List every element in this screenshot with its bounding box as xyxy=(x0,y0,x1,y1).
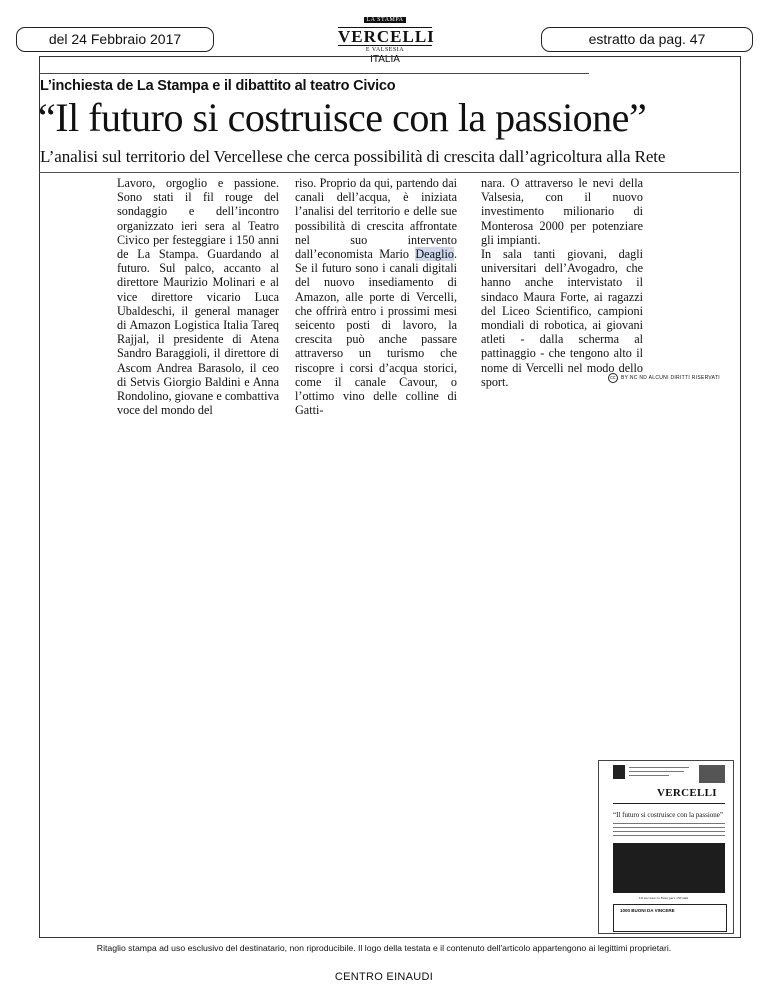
masthead-small: LA STAMPA xyxy=(364,17,407,23)
column-2-text-after: . Se il futuro sono i canali digitali del nuovo insediamento di Amazon, alle porte di Vercelli, che offrirà entro i prossimi mesi seicento posti di lavoro, la crescita può anche passare attraverso un turismo che riscopre i corsi d’acqua storici, come il canale Cavour, o l’ottimo vino delle colline di Gatti- xyxy=(295,247,458,418)
thumbnail-line xyxy=(613,827,725,828)
kicker-rule xyxy=(39,73,589,74)
publication-date: del 24 Febbraio 2017 xyxy=(48,31,182,47)
article-column-2 xyxy=(295,176,457,417)
thumbnail-line xyxy=(613,835,725,836)
thumbnail-line xyxy=(629,767,689,768)
thumbnail-line xyxy=(629,775,669,776)
footer-label: CENTRO EINAUDI xyxy=(334,971,434,983)
page-thumbnail xyxy=(598,760,734,934)
column-3-paragraph-1: nara. O attraverso le nevi della Valsesia, con il nuovo investimento milionario di Monterosa 2000 per potenziare gli impianti. xyxy=(481,176,643,247)
thumbnail-line xyxy=(613,823,725,824)
license-note xyxy=(608,373,720,383)
thumbnail-ad xyxy=(613,904,727,932)
column-3-paragraph-2: In sala tanti giovani, dagli universitari dell’Avogadro, che hanno anche intervistato il sindaco Maura Forte, ai ragazzi del Liceo Scientifico, campioni mondiali di robotica, ai giovani atleti - dalla scherma al pattinaggio - che tengono alto il nome di Vercelli nel modo dello sport. xyxy=(481,247,643,389)
extract-box xyxy=(541,27,753,52)
thumbnail-ad-text: 1000 BUONI DA VINCERE xyxy=(620,908,675,913)
thumbnail-caption: Un successo la Festa per i 150 anni xyxy=(639,896,689,900)
article-column-1 xyxy=(117,176,279,417)
license-text: BY NC ND ALCUNI DIRITTI RISERVATI xyxy=(621,375,720,381)
thumbnail-headline: “Il futuro si costruisce con la passione” xyxy=(613,811,724,819)
thumbnail-title: VERCELLI xyxy=(657,787,717,799)
article-subheadline: L’analisi sul territorio del Vercellese che cerca possibilità di crescita dall’agricoltura alla Rete xyxy=(40,147,666,166)
date-box xyxy=(16,27,214,52)
column-2-paragraph xyxy=(295,176,457,417)
thumbnail-photo xyxy=(613,843,725,893)
creative-commons-icon: cc xyxy=(608,373,618,383)
thumbnail-line xyxy=(629,771,684,772)
thumbnail-line xyxy=(613,831,725,832)
article-headline: “Il futuro si costruisce con la passione” xyxy=(38,95,647,140)
extract-page: estratto da pag. 47 xyxy=(588,31,706,47)
article-column-3 xyxy=(481,176,643,389)
thumbnail-logo-block xyxy=(613,765,625,779)
article-kicker: L’inchiesta de La Stampa e il dibattito al teatro Civico xyxy=(40,78,396,94)
column-2-text-before: riso. Proprio da qui, partendo dai canali dell’acqua, è iniziata l’analisi del territorio e delle sue possibilità di crescita affrontate nel suo intervento dall’economista Mario xyxy=(295,176,457,262)
disclaimer: Ritaglio stampa ad uso esclusivo del destinatario, non riproducibile. Il logo della testata e il contenuto dell'articolo appartengono ai legittimi proprietari. xyxy=(96,943,672,953)
thumbnail-photo-small xyxy=(699,765,725,783)
subheadline-rule xyxy=(39,172,739,173)
masthead-title: VERCELLI xyxy=(338,27,435,46)
column-1-text: Lavoro, orgoglio e passione. Sono stati il fil rouge del sondaggio e dell’incontro organizzato ieri sera al Teatro Civico per festeggiare i 150 anni de La Stampa. Guardando al futuro. Sul palco, accanto al direttore Maurizio Molinari e al vice direttore vicario Luca Ubaldeschi, il general manager di Amazon Logistica Italia Tareq Rajjal, il presidente di Atena Sandro Baraggioli, il direttore di Ascom Andrea Barasolo, il ceo di Setvis Giorgio Baldini e Anna Rondolino, giovane e combattiva voce del mondo del xyxy=(117,176,279,418)
masthead-subtitle: E VALSESIA xyxy=(365,47,405,53)
masthead-country: ITALIA xyxy=(370,54,400,65)
thumbnail-rule xyxy=(613,803,725,804)
highlighted-name: Deaglio xyxy=(415,247,454,262)
